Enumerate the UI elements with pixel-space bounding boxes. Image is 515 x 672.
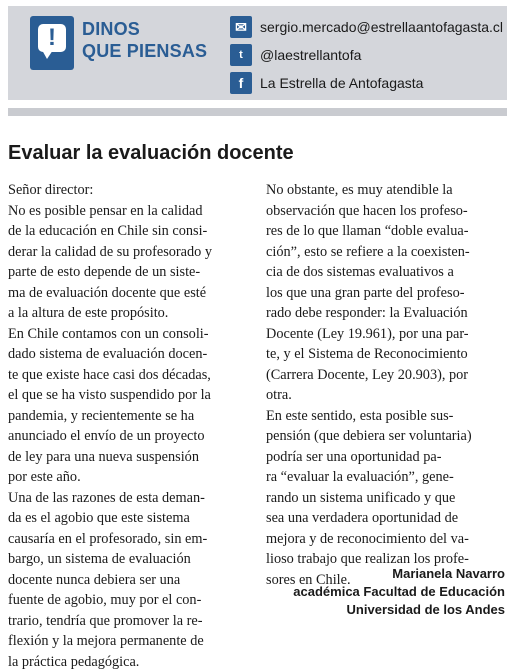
contact-email[interactable] <box>230 16 510 38</box>
text-line: sores en Chile. <box>266 570 504 591</box>
article-left-column <box>8 180 258 672</box>
text-line: No es posible pensar en la calidad <box>8 201 258 222</box>
text-line: pandemia, y recientemente se ha <box>8 406 258 427</box>
section-header <box>8 6 507 100</box>
text-line: observación que hacen los profeso- <box>266 201 504 222</box>
text-line: a la altura de este propósito. <box>8 303 258 324</box>
text-line: mejora y de reconocimiento del va- <box>266 529 504 550</box>
text-line: trario, tendría que promover la re- <box>8 611 258 632</box>
text-line: No obstante, es muy atendible la <box>266 180 504 201</box>
text-line: de la educación en Chile sin consi- <box>8 221 258 242</box>
author-institution: Universidad de los Andes <box>293 601 505 619</box>
text-line: flexión y la mejora permanente de <box>8 631 258 652</box>
text-line: En este sentido, esta posible sus- <box>266 406 504 427</box>
paragraph <box>8 324 258 488</box>
text-line: causaría en el profesorado, sin em- <box>8 529 258 550</box>
text-line: (Carrera Docente, Ley 20.903), por <box>266 365 504 386</box>
text-line: Docente (Ley 19.961), por una par- <box>266 324 504 345</box>
twitter-handle[interactable]: @laestrellantofa <box>260 46 361 64</box>
text-line: la práctica pedagógica. <box>8 652 258 672</box>
facebook-page[interactable]: La Estrella de Antofagasta <box>260 74 423 92</box>
text-line: rando un sistema unificado y que <box>266 488 504 509</box>
signature-block <box>293 565 505 619</box>
paragraph <box>266 180 504 406</box>
text-line: te que existe hace casi dos décadas, <box>8 365 258 386</box>
text-line: res de lo que llaman “doble evalua- <box>266 221 504 242</box>
text-line: ma de evaluación docente que esté <box>8 283 258 304</box>
text-line: anunciado el envío de un proyecto <box>8 426 258 447</box>
text-line: de ley para una nueva suspensión <box>8 447 258 468</box>
paragraph <box>8 201 258 324</box>
text-line: rado debe responder: la Evaluación <box>266 303 504 324</box>
section-title-line: QUE PIENSAS <box>82 40 222 62</box>
text-line: bargo, un sistema de evaluación <box>8 549 258 570</box>
text-line: Una de las razones de esta deman- <box>8 488 258 509</box>
contact-facebook[interactable] <box>230 72 510 94</box>
text-line: por este año. <box>8 467 258 488</box>
text-line: parte de esto depende de un siste- <box>8 262 258 283</box>
facebook-icon: f <box>230 72 252 94</box>
text-line: ra “evaluar la evaluación”, gene- <box>266 467 504 488</box>
article-right-column <box>266 180 504 590</box>
article-headline: Evaluar la evaluación docente <box>8 140 294 166</box>
paragraph <box>266 406 504 591</box>
text-line: da es el agobio que este sistema <box>8 508 258 529</box>
text-line: Señor director: <box>8 180 258 201</box>
salutation <box>8 180 258 201</box>
section-title-line: DINOS <box>82 18 222 40</box>
text-line: los que una gran parte del profeso- <box>266 283 504 304</box>
paragraph <box>8 488 258 672</box>
contact-twitter[interactable] <box>230 44 510 66</box>
text-line: podría ser una oportunidad pa- <box>266 447 504 468</box>
text-line: En Chile contamos con un consoli- <box>8 324 258 345</box>
author-title: académica Facultad de Educación <box>293 583 505 601</box>
text-line: el que se ha visto suspendido por la <box>8 385 258 406</box>
author-name: Marianela Navarro <box>293 565 505 583</box>
email-address[interactable]: sergio.mercado@estrellaantofagasta.cl <box>260 18 503 36</box>
twitter-icon: t <box>230 44 252 66</box>
header-divider <box>8 108 507 116</box>
text-line: ción”, esto se refiere a la coexisten- <box>266 242 504 263</box>
text-line: sea una verdadera oportunidad de <box>266 508 504 529</box>
section-title <box>82 18 222 62</box>
text-line: docente nunca debiera ser una <box>8 570 258 591</box>
text-line: pensión (que debiera ser voluntaria) <box>266 426 504 447</box>
text-line: lioso trabajo que realizan los profe- <box>266 549 504 570</box>
envelope-icon: ✉ <box>230 16 252 38</box>
text-line: dado sistema de evaluación docen- <box>8 344 258 365</box>
text-line: otra. <box>266 385 504 406</box>
text-line: fuente de agobio, muy por el con- <box>8 590 258 611</box>
text-line: cia de dos sistemas evaluativos a <box>266 262 504 283</box>
text-line: te, y el Sistema de Reconocimiento <box>266 344 504 365</box>
text-line: derar la calidad de su profesorado y <box>8 242 258 263</box>
exclamation-speech-bubble-icon: ! <box>30 16 74 70</box>
